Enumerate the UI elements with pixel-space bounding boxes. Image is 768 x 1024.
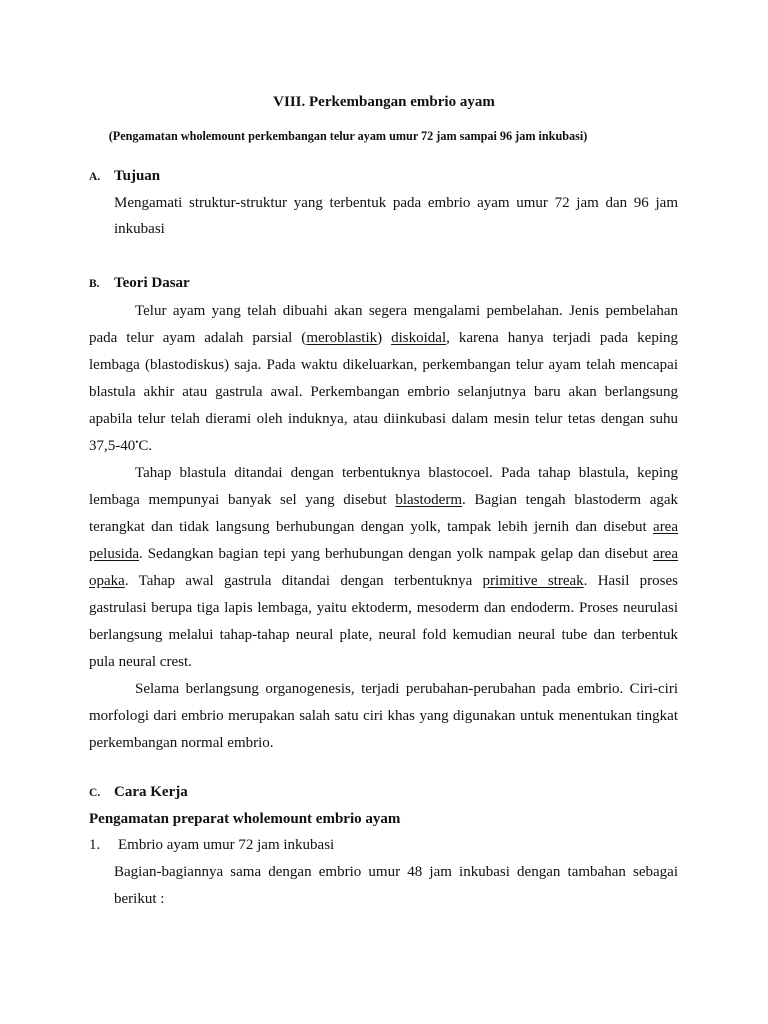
paragraph-line: Tahap blastula ditandai dengan terbentuknya blastocoel. Pada tahap blastula, keping — [135, 465, 678, 481]
underlined-term: area — [653, 519, 678, 535]
text-span: . Tahap awal gastrula ditandai dengan terbentuknya — [124, 573, 483, 589]
section-b-letter: B. — [89, 278, 100, 290]
underlined-term: pelusida — [89, 546, 139, 562]
section-a-text-line: Mengamati struktur-struktur yang terbentuk pada embrio ayam umur 72 jam dan 96 jam — [114, 195, 678, 211]
paragraph-line — [89, 572, 678, 590]
underlined-term: primitive streak — [482, 573, 584, 589]
paragraph-line — [89, 329, 678, 347]
list-item-number: 1. — [89, 837, 101, 853]
section-a-letter: A. — [89, 171, 101, 183]
section-a-text-line: inkubasi — [114, 221, 165, 237]
paragraph-line: gastrulasi berupa tiga lapis lembaga, yaitu ektoderm, mesoderm dan endoderm. Proses neurulasi — [89, 600, 678, 616]
section-a-heading: Tujuan — [114, 168, 161, 184]
underlined-term: opaka — [89, 573, 125, 589]
page-subtitle: (Pengamatan wholemount perkembangan telur ayam umur 72 jam sampai 96 jam inkubasi) — [108, 129, 588, 143]
section-c-subheading: Pengamatan preparat wholemount embrio ayam — [89, 811, 401, 827]
text-span: ) — [377, 330, 392, 346]
paragraph-line — [89, 545, 678, 563]
paragraph-line: Telur ayam yang telah dibuahi akan segera mengalami pembelahan. Jenis pembelahan — [135, 303, 678, 319]
text-span: . Sedangkan bagian tepi yang berhubungan dengan yolk nampak gelap dan disebut — [139, 546, 654, 562]
degree-mark: • — [135, 437, 139, 447]
paragraph-line: pula neural crest. — [89, 654, 192, 670]
underlined-term: area — [653, 546, 678, 562]
paragraph-line: Selama berlangsung organogenesis, terjadi perubahan-perubahan pada embrio. Ciri-ciri — [135, 681, 678, 697]
section-c-heading: Cara Kerja — [114, 784, 188, 800]
section-c-letter: C. — [89, 787, 101, 799]
underlined-term: blastoderm — [395, 492, 462, 508]
text-span: . Hasil proses — [583, 573, 678, 589]
text-span: C. — [138, 438, 153, 454]
text-span: terangkat dan tidak langsung berhubungan dengan yolk, tampak lebih jernih dan disebut — [89, 519, 654, 535]
list-item-text-line: Bagian-bagiannya sama dengan embrio umur 48 jam inkubasi dengan tambahan sebagai — [114, 864, 678, 880]
text-span: pada telur ayam adalah parsial ( — [89, 330, 307, 346]
paragraph-line — [89, 518, 678, 536]
paragraph-line: berlangsung melalui tahap-tahap neural plate, neural fold kemudian neural tube dan terbentuk — [89, 627, 678, 643]
paragraph-line — [89, 491, 678, 509]
text-span: lembaga mempunyai banyak sel yang disebut — [89, 492, 396, 508]
text-span: 37,5-40 — [89, 438, 136, 454]
paragraph-line: morfologi dari embrio merupakan salah satu ciri khas yang digunakan untuk menentukan tingkat — [89, 708, 678, 724]
paragraph-line: perkembangan normal embrio. — [89, 735, 274, 751]
paragraph-line: blastula akhir atau gastrula awal. Perkembangan embrio selanjutnya baru akan berlangsung — [89, 384, 678, 400]
paragraph-line: apabila telur telah dierami oleh induknya, atau diinkubasi dalam mesin telur tetas dengan suhu — [89, 411, 678, 427]
text-span: , karena hanya terjadi pada keping — [446, 330, 679, 346]
section-b-heading: Teori Dasar — [114, 275, 190, 291]
page-title: VIII. Perkembangan embrio ayam — [273, 94, 495, 110]
underlined-term: diskoidal — [391, 330, 447, 346]
list-item-text-line: berikut : — [114, 891, 165, 907]
list-item-title: Embrio ayam umur 72 jam inkubasi — [118, 837, 335, 853]
underlined-term: meroblastik — [306, 330, 378, 346]
text-span: . Bagian tengah blastoderm agak — [462, 492, 679, 508]
paragraph-line — [89, 437, 152, 455]
paragraph-line: lembaga (blastodiskus) saja. Pada waktu dikeluarkan, perkembangan telur ayam telah mencapai — [89, 357, 678, 373]
